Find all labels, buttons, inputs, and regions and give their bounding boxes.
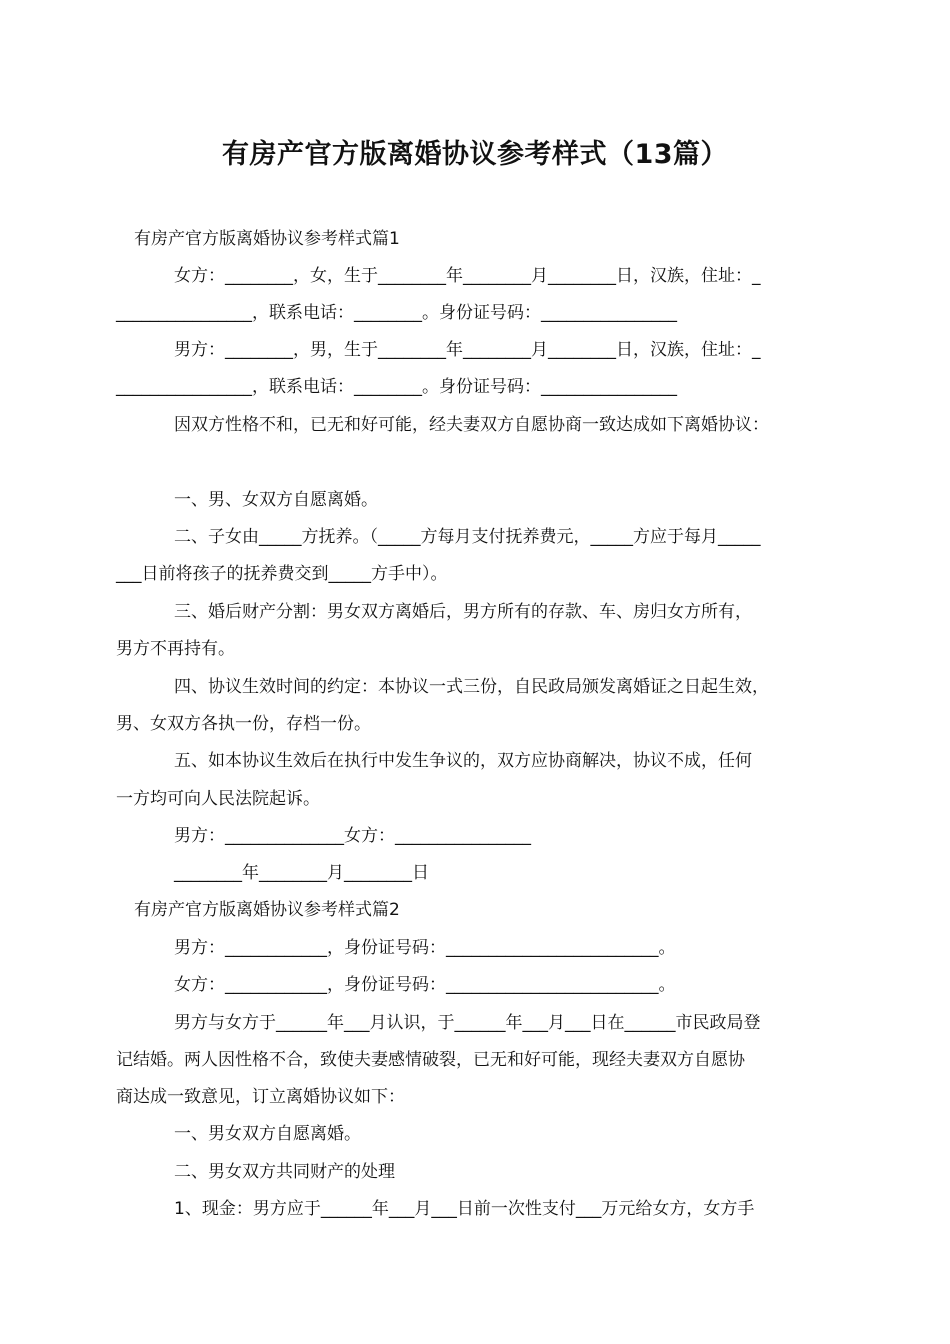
- clause-5-line2: 一方均可向人民法院起诉。: [116, 789, 320, 809]
- section2-clause-1: 一、男女双方自愿离婚。: [174, 1124, 361, 1144]
- signature-line: 男方：______________女方：________________: [174, 826, 531, 846]
- agreement-intro: 因双方性格不和，已无和好可能，经夫妻双方自愿协商一致达成如下离婚协议：: [174, 415, 769, 435]
- clause-2-line1: 二、子女由_____方抚养。（_____方每月支付抚养费元，_____方应于每月_____: [174, 527, 761, 547]
- section2-heading: 有房产官方版离婚协议参考样式篇2: [134, 900, 400, 920]
- marriage-info-line2: 记结婚。两人因性格不合，致使夫妻感情破裂，已无和好可能，现经夫妻双方自愿协: [116, 1050, 745, 1070]
- cash-clause: 1、现金：男方应于______年___月___日前一次性支付___万元给女方，女方手: [174, 1199, 755, 1219]
- section1-heading: 有房产官方版离婚协议参考样式篇1: [134, 229, 400, 249]
- section2-clause-2: 二、男女双方共同财产的处理: [174, 1162, 395, 1182]
- clause-2-line2: ___日前将孩子的抚养费交到_____方手中）。: [116, 564, 448, 584]
- clause-3-line2: 男方不再持有。: [116, 639, 235, 659]
- date-line: ________年________月________日: [174, 863, 429, 883]
- female-id-line: 女方：____________，身份证号码：_________________________。: [174, 975, 676, 995]
- marriage-info-line1: 男方与女方于______年___月认识，于______年___月___日在______市民政局登: [174, 1013, 761, 1033]
- female-info-line2: ________________，联系电话：________。身份证号码：________________: [116, 303, 677, 323]
- male-info-line2: ________________，联系电话：________。身份证号码：________________: [116, 377, 677, 397]
- clause-5-line1: 五、如本协议生效后在执行中发生争议的，双方应协商解决，协议不成，任何: [174, 751, 752, 771]
- clause-3-line1: 三、婚后财产分割：男女双方离婚后，男方所有的存款、车、房归女方所有，: [174, 602, 752, 622]
- clause-4-line1: 四、协议生效时间的约定：本协议一式三份，自民政局颁发离婚证之日起生效，: [174, 677, 769, 697]
- marriage-info-line3: 商达成一致意见，订立离婚协议如下：: [116, 1087, 405, 1107]
- female-info-line1: 女方：________，女，生于________年________月________日，汉族，住址：_: [174, 266, 761, 286]
- male-info-line1: 男方：________，男，生于________年________月________日，汉族，住址：_: [174, 340, 761, 360]
- male-id-line: 男方：____________，身份证号码：_________________________。: [174, 938, 676, 958]
- document-title: 有房产官方版离婚协议参考样式（13篇）: [221, 139, 729, 170]
- clause-1: 一、男、女双方自愿离婚。: [174, 490, 378, 510]
- clause-4-line2: 男、女双方各执一份，存档一份。: [116, 714, 371, 734]
